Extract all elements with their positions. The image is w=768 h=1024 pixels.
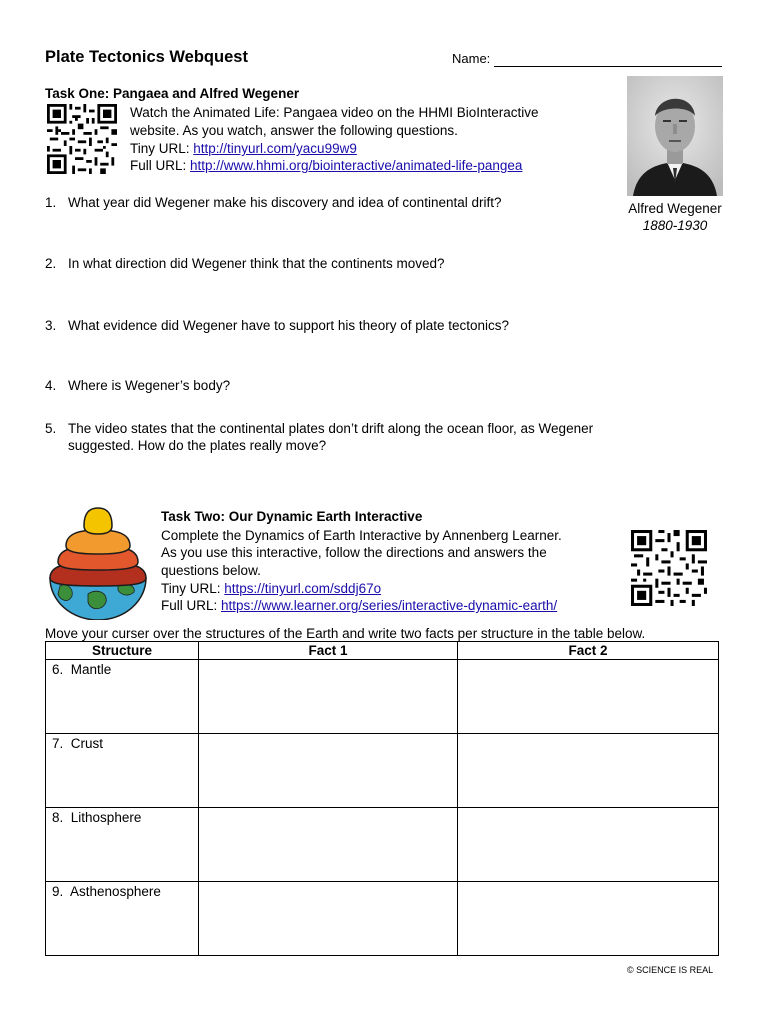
task-two-full-url-link[interactable]: https://www.learner.org/series/interactive-dynamic-earth/ — [221, 598, 558, 613]
row-number: 7. — [52, 736, 64, 751]
fact-1-cell[interactable] — [199, 808, 458, 882]
task-two-tiny-url-row — [161, 580, 381, 597]
page-title: Plate Tectonics Webquest — [45, 48, 248, 66]
question-number: 5. — [45, 421, 57, 436]
name-label: Name: — [452, 51, 491, 66]
fact-2-cell[interactable] — [458, 882, 719, 956]
table-row — [46, 882, 719, 956]
fact-2-cell[interactable] — [458, 660, 719, 734]
task-one-full-url-row — [130, 157, 522, 174]
task-two-heading: Task Two: Our Dynamic Earth Interactive — [161, 509, 423, 524]
structure-label: Mantle — [70, 662, 112, 677]
task-one-heading: Task One: Pangaea and Alfred Wegener — [45, 86, 300, 101]
question-number: 2. — [45, 256, 57, 271]
structure-cell — [46, 660, 199, 734]
structure-cell — [46, 808, 199, 882]
row-number: 8. — [52, 810, 64, 825]
table-row — [46, 808, 719, 882]
qr-code-task-two[interactable] — [631, 530, 707, 606]
task-one-intro-line-2: website. As you watch, answer the following questions. — [130, 123, 458, 138]
question-number: 3. — [45, 318, 57, 333]
structure-label: Lithosphere — [70, 810, 142, 825]
earth-layers-illustration — [44, 504, 152, 620]
name-line — [494, 66, 722, 67]
question-text: In what direction did Wegener think that the continents moved? — [68, 256, 445, 271]
qr-code-task-one[interactable] — [47, 104, 117, 174]
table-header-row — [46, 642, 719, 660]
question-text: What year did Wegener make his discovery and idea of continental drift? — [68, 195, 502, 210]
row-number: 9. — [52, 884, 64, 899]
tiny-url-label: Tiny URL: — [161, 581, 225, 596]
question-text: The video states that the continental plates don’t drift along the ocean floor, as Wegener — [68, 421, 594, 436]
structure-cell — [46, 882, 199, 956]
row-number: 6. — [52, 662, 64, 677]
structure-facts-table — [45, 641, 719, 956]
question-text-continued: suggested. How do the plates really move? — [68, 438, 327, 453]
task-one-tiny-url-link[interactable]: http://tinyurl.com/yacu99w9 — [193, 141, 357, 156]
task-two-line-1: Complete the Dynamics of Earth Interactive by Annenberg Learner. — [161, 528, 562, 543]
column-header-fact-1: Fact 1 — [199, 642, 458, 660]
column-header-fact-2: Fact 2 — [458, 642, 719, 660]
fact-1-cell[interactable] — [199, 734, 458, 808]
alfred-wegener-photo — [627, 76, 723, 196]
question-number: 1. — [45, 195, 57, 210]
question-text: What evidence did Wegener have to support his theory of plate tectonics? — [68, 318, 510, 333]
fact-2-cell[interactable] — [458, 808, 719, 882]
fact-1-cell[interactable] — [199, 660, 458, 734]
fact-2-cell[interactable] — [458, 734, 719, 808]
task-two-line-2: As you use this interactive, follow the directions and answers the — [161, 545, 547, 560]
question-number: 4. — [45, 378, 57, 393]
full-url-label: Full URL: — [161, 598, 222, 613]
table-row — [46, 660, 719, 734]
table-row — [46, 734, 719, 808]
copyright-footer: © SCIENCE IS REAL — [627, 965, 714, 975]
task-one-tiny-url-row — [130, 140, 357, 157]
task-two-tiny-url-link[interactable]: https://tinyurl.com/sddj67o — [224, 581, 382, 596]
column-header-structure: Structure — [46, 642, 199, 660]
task-one-full-url-link[interactable]: http://www.hhmi.org/biointeractive/animated-life-pangea — [190, 158, 523, 173]
fact-1-cell[interactable] — [199, 882, 458, 956]
structure-label: Asthenosphere — [70, 884, 161, 899]
photo-caption-years: 1880-1930 — [642, 218, 708, 233]
task-two-line-3: questions below. — [161, 563, 261, 578]
full-url-label: Full URL: — [130, 158, 191, 173]
task-two-full-url-row — [161, 597, 557, 614]
structure-label: Crust — [70, 736, 104, 751]
question-text: Where is Wegener’s body? — [68, 378, 231, 393]
photo-caption-name: Alfred Wegener — [628, 201, 722, 216]
table-instruction: Move your curser over the structures of the Earth and write two facts per structure in the table below. — [45, 626, 646, 641]
task-one-intro-line-1: Watch the Animated Life: Pangaea video on the HHMI BioInteractive — [130, 105, 539, 120]
structure-cell — [46, 734, 199, 808]
tiny-url-label: Tiny URL: — [130, 141, 194, 156]
